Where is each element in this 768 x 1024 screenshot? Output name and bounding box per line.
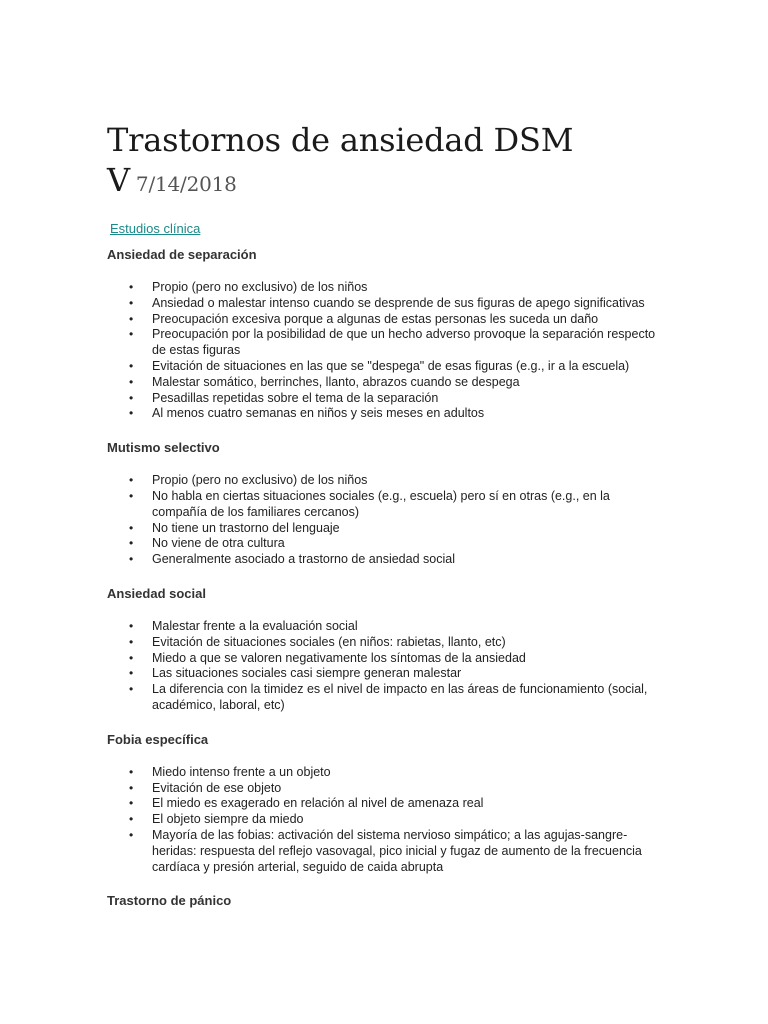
- list-item: • Las situaciones sociales casi siempre generan malestar: [152, 666, 667, 682]
- bullet-list: [107, 473, 667, 568]
- list-item: • No tiene un trastorno del lenguaje: [152, 521, 667, 537]
- list-item: • Evitación de situaciones sociales (en niños: rabietas, llanto, etc): [152, 635, 667, 651]
- list-item: • Miedo intenso frente a un objeto: [152, 765, 667, 781]
- list-item: • Propio (pero no exclusivo) de los niños: [152, 280, 667, 296]
- list-item: • El objeto siempre da miedo: [152, 812, 667, 828]
- list-item: • El miedo es exagerado en relación al nivel de amenaza real: [152, 796, 667, 812]
- section-heading: Mutismo selectivo: [107, 440, 220, 456]
- title-line-2: [107, 160, 667, 204]
- list-item: • Malestar frente a la evaluación social: [152, 619, 667, 635]
- section: [107, 247, 667, 422]
- section-heading: Fobia específica: [107, 731, 209, 747]
- list-item: • Ansiedad o malestar intenso cuando se desprende de sus figuras de apego significativas: [152, 296, 667, 312]
- section-heading: Ansiedad de separación: [107, 247, 257, 262]
- list-item: • No habla en ciertas situaciones sociales (e.g., escuela) pero sí en otras (e.g., en la compañía de los familiares cercanos): [152, 489, 667, 521]
- page-title: [107, 120, 667, 204]
- title-line-1: Trastornos de ansiedad DSM: [107, 121, 574, 159]
- list-item: • Mayoría de las fobias: activación del sistema nervioso simpático; a las agujas-sangre-heridas: respuesta del reflejo vasovagal, pico inicial y fugaz de aumento de la frecuencia cardíaca y presión arterial, seguido de caida abrupta: [152, 828, 667, 875]
- list-item: • Al menos cuatro semanas en niños y seis meses en adultos: [152, 406, 667, 422]
- category-link[interactable]: Estudios clínica: [110, 221, 201, 236]
- section: [107, 440, 667, 568]
- document-body: [107, 247, 667, 927]
- bullet-list: [107, 280, 667, 422]
- list-item: • Miedo a que se valoren negativamente los síntomas de la ansiedad: [152, 651, 667, 667]
- section: [107, 732, 667, 876]
- bullet-list: [107, 765, 667, 876]
- section: [107, 893, 667, 909]
- list-item: • Evitación de ese objeto: [152, 781, 667, 797]
- section-heading: Ansiedad social: [107, 585, 206, 601]
- section-heading: Trastorno de pánico: [107, 893, 232, 909]
- list-item: • Preocupación excesiva porque a algunas de estas personas les suceda un daño: [152, 312, 667, 328]
- list-item: • Pesadillas repetidas sobre el tema de la separación: [152, 391, 667, 407]
- list-item: • Evitación de situaciones en las que se "despega" de esas figuras (e.g., ir a la escuela): [152, 359, 667, 375]
- post-date: 7/14/2018: [135, 172, 237, 196]
- list-item: • Malestar somático, berrinches, llanto, abrazos cuando se despega: [152, 375, 667, 391]
- bullet-list: [107, 619, 667, 714]
- title-line-2-text: V: [107, 161, 130, 199]
- list-item: • Propio (pero no exclusivo) de los niños: [152, 473, 667, 489]
- section: [107, 586, 667, 714]
- list-item: • Generalmente asociado a trastorno de ansiedad social: [152, 552, 667, 568]
- list-item: • Preocupación por la posibilidad de que un hecho adverso provoque la separación respecto de estas figuras: [152, 327, 667, 359]
- list-item: • La diferencia con la timidez es el nivel de impacto en las áreas de funcionamiento (social, académico, laboral, etc): [152, 682, 667, 714]
- list-item: • No viene de otra cultura: [152, 536, 667, 552]
